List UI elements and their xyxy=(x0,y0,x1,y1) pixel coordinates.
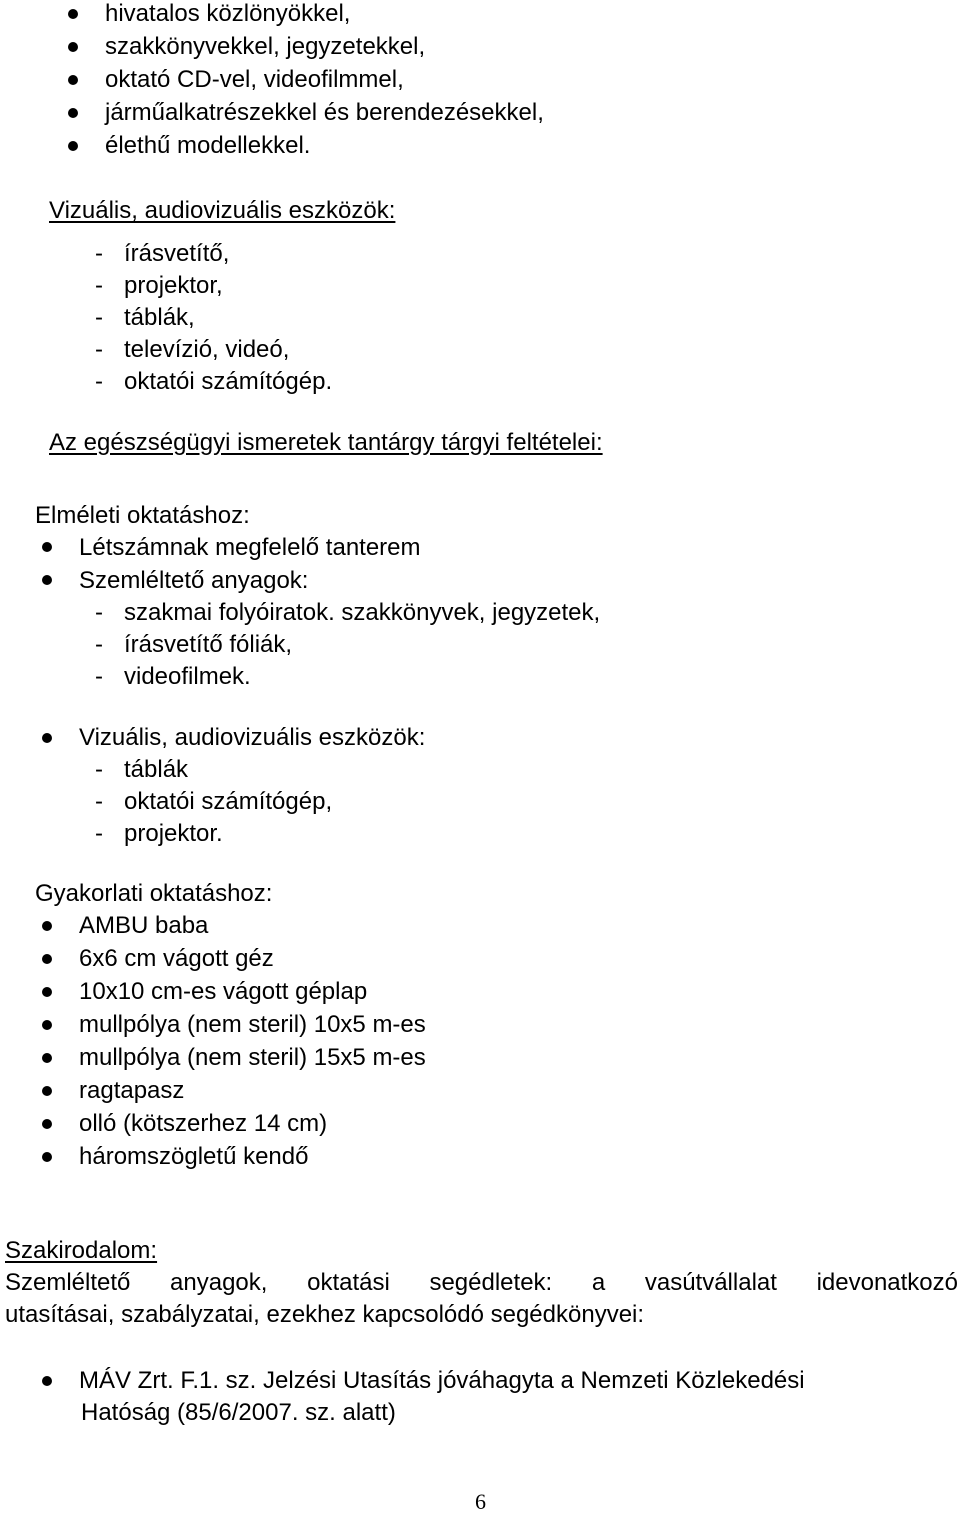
section-heading: Az egészségügyi ismeretek tantárgy tárgyi feltételei: xyxy=(49,429,603,456)
list-item: élethű modellekkel. xyxy=(105,132,311,159)
list-item: Vizuális, audiovizuális eszközök: xyxy=(79,724,426,751)
bullet-icon xyxy=(68,9,78,19)
bullet-icon xyxy=(42,1376,52,1386)
list-item: járműalkatrészekkel és berendezésekkel, xyxy=(105,99,544,126)
list-item: 10x10 cm-es vágott géplap xyxy=(79,978,368,1005)
dash-marker: - xyxy=(95,272,103,299)
bullet-icon xyxy=(42,575,52,585)
list-item: szakkönyvekkel, jegyzetekkel, xyxy=(105,33,426,60)
list-item: háromszögletű kendő xyxy=(79,1143,309,1170)
dash-marker: - xyxy=(95,304,103,331)
list-item: 6x6 cm vágott géz xyxy=(79,945,274,972)
section-heading: Vizuális, audiovizuális eszközök: xyxy=(49,197,396,224)
bullet-icon xyxy=(42,733,52,743)
dash-marker: - xyxy=(95,631,103,658)
list-item: írásvetítő fóliák, xyxy=(124,631,293,658)
bullet-icon xyxy=(68,75,78,85)
dash-marker: - xyxy=(95,240,103,267)
list-item: ragtapasz xyxy=(79,1077,185,1104)
paragraph-line: utasításai, szabályzatai, ezekhez kapcsolódó segédkönyvei: xyxy=(5,1301,645,1328)
list-item: MÁV Zrt. F.1. sz. Jelzési Utasítás jóváhagyta a Nemzeti Közlekedési xyxy=(79,1367,805,1394)
list-item-continuation: Hatóság (85/6/2007. sz. alatt) xyxy=(81,1399,396,1426)
dash-marker: - xyxy=(95,368,103,395)
bullet-icon xyxy=(68,108,78,118)
list-item: projektor, xyxy=(124,272,223,299)
bullet-icon xyxy=(42,1053,52,1063)
dash-marker: - xyxy=(95,788,103,815)
dash-marker: - xyxy=(95,663,103,690)
dash-marker: - xyxy=(95,756,103,783)
list-item: olló (kötszerhez 14 cm) xyxy=(79,1110,328,1137)
list-item: televízió, videó, xyxy=(124,336,290,363)
paragraph-line: Szemléltető anyagok, oktatási segédletek: a vasútvállalat idevonatkozó xyxy=(5,1269,958,1296)
bullet-icon xyxy=(42,542,52,552)
list-item: táblák, xyxy=(124,304,195,331)
bullet-icon xyxy=(42,1020,52,1030)
list-item: táblák xyxy=(124,756,189,783)
list-item: Szemléltető anyagok: xyxy=(79,567,309,594)
dash-marker: - xyxy=(95,336,103,363)
list-item: Létszámnak megfelelő tanterem xyxy=(79,534,421,561)
list-item: AMBU baba xyxy=(79,912,209,939)
page-number: 6 xyxy=(475,1489,486,1514)
list-item: oktatói számítógép, xyxy=(124,788,333,815)
dash-marker: - xyxy=(95,820,103,847)
list-item: projektor. xyxy=(124,820,223,847)
list-item: oktató CD-vel, videofilmmel, xyxy=(105,66,404,93)
list-item: írásvetítő, xyxy=(124,240,230,267)
bullet-icon xyxy=(68,42,78,52)
dash-marker: - xyxy=(95,599,103,626)
list-item: videofilmek. xyxy=(124,663,251,690)
list-item: szakmai folyóiratok. szakkönyvek, jegyzetek, xyxy=(124,599,601,626)
bullet-icon xyxy=(42,954,52,964)
bullet-icon xyxy=(68,141,78,151)
bullet-icon xyxy=(42,1086,52,1096)
bullet-icon xyxy=(42,921,52,931)
bullet-icon xyxy=(42,1119,52,1129)
section-heading: Szakirodalom: xyxy=(5,1237,158,1264)
subsection-heading: Gyakorlati oktatáshoz: xyxy=(35,880,273,907)
list-item: hivatalos közlönyökkel, xyxy=(105,0,351,27)
subsection-heading: Elméleti oktatáshoz: xyxy=(35,502,250,529)
bullet-icon xyxy=(42,1152,52,1162)
list-item: mullpólya (nem steril) 10x5 m-es xyxy=(79,1011,426,1038)
bullet-icon xyxy=(42,987,52,997)
list-item: mullpólya (nem steril) 15x5 m-es xyxy=(79,1044,426,1071)
list-item: oktatói számítógép. xyxy=(124,368,333,395)
